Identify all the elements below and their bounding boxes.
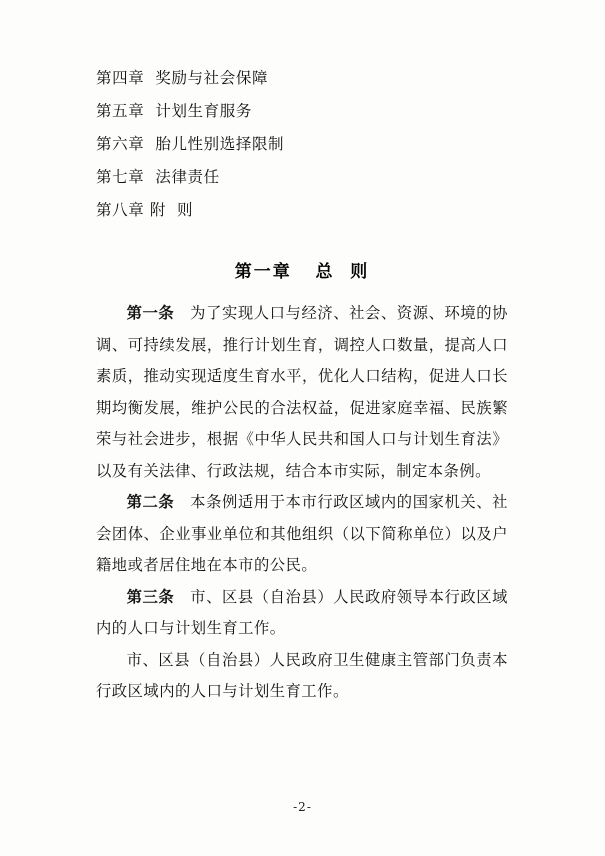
article-3-label: 第三条: [126, 587, 175, 606]
chapter-heading: 第一章 总 则: [234, 262, 370, 282]
article-1-text: 为了实现人口与经济、社会、资源、环境的协调、可持续发展，推行计划生育，调控人口数量，提高人口素质，推动实现适度生育水平，优化人口结构，促进人口长期均衡发展，维护公民的合法权益，促进家庭幸福、民族繁荣与社会进步，根据《中华人民共和国人口与计划生育法》以及有关法律、行政法规，结合本市实际，制定本条例。: [96, 304, 508, 480]
article-3-paragraph-2: [96, 645, 508, 708]
page-content: [96, 62, 508, 708]
article-3-paragraph-2-text: 市、区县（自治县）人民政府卫生健康主管部门负责本行政区域内的人口与计划生育工作。: [96, 650, 508, 700]
toc-entry-chapter-4: 第四章 奖励与社会保障: [96, 69, 269, 87]
article-1-label: 第一条: [126, 304, 175, 322]
toc-entry-chapter-5: 第五章 计划生育服务: [96, 102, 252, 120]
article-2-label: 第二条: [126, 493, 175, 511]
toc-entry-chapter-8: 第八章 附 则: [96, 201, 194, 219]
article-2-text: 本条例适用于本市行政区域内的国家机关、社会团体、企业事业单位和其他组织（以下简称单位）以及户籍地或者居住地在本市的公民。: [96, 493, 508, 574]
article-1: [96, 298, 508, 487]
toc-entry-chapter-7: 第七章 法律责任: [96, 168, 220, 186]
toc-entry-chapter-6: 第六章 胎儿性别选择限制: [96, 135, 285, 153]
page-number: -2-: [293, 800, 312, 814]
article-3: [96, 582, 508, 645]
article-2: [96, 487, 508, 582]
article-3-text: 市、区县（自治县）人民政府领导本行政区域内的人口与计划生育工作。: [96, 587, 508, 637]
